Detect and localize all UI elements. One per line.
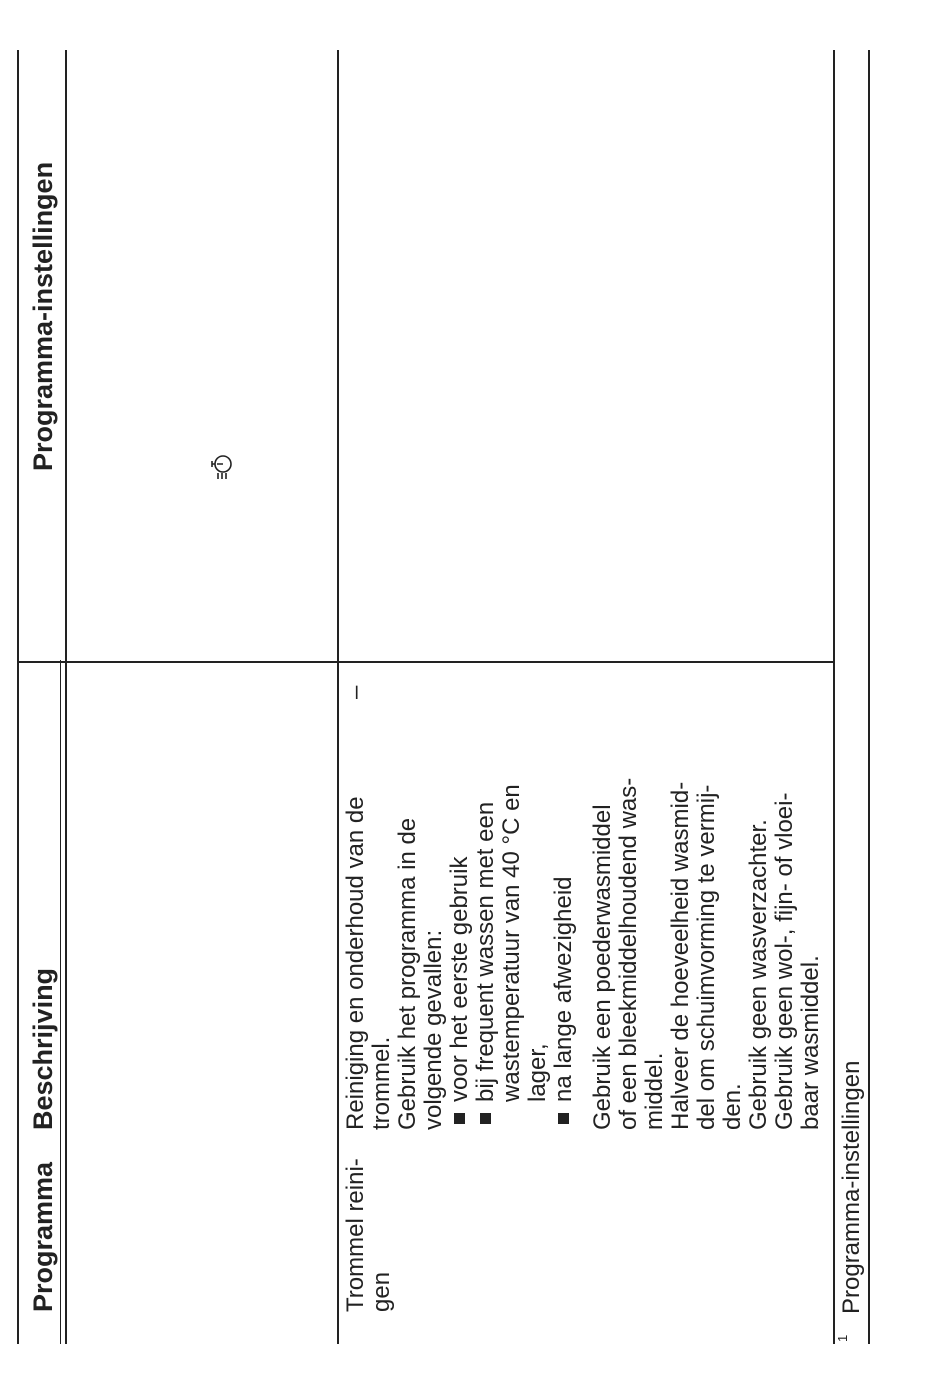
program-name-line-1: Trommel reini- (342, 1158, 369, 1312)
bullet-2-line-2: wastemperatuur van 40 °C en (498, 784, 525, 1102)
desc-intro-4: volgende gevallen: (420, 929, 447, 1130)
footnote-text: Programma-instellingen (838, 1060, 865, 1314)
bullet-marker (558, 1113, 569, 1124)
bullet-2-line-1: bij frequent wassen met een (472, 801, 499, 1102)
desc-body-9: baar wasmiddel. (797, 955, 824, 1130)
desc-body-4: Halveer de hoeveelheid wasmid- (667, 781, 694, 1130)
program-name-line-2: gen (368, 1271, 395, 1312)
desc-intro-2: trommel. (368, 1036, 395, 1130)
bullet-marker (454, 1113, 465, 1124)
bullet-1-line-1: voor het eerste gebruik (446, 856, 473, 1102)
header-programma: Programma (28, 1161, 58, 1312)
header-programma-instellingen: Programma-instellingen (28, 161, 58, 471)
top-rule (17, 50, 19, 1344)
header-bottom-rule (65, 50, 67, 1344)
desc-body-5: del om schuimvorming te vermij- (693, 784, 720, 1130)
desc-intro-1: Reiniging en onderhoud van de (342, 796, 369, 1130)
desc-body-7: Gebruik geen wasverzachter. (745, 819, 772, 1130)
desc-body-3: middel. (641, 1052, 668, 1130)
settings-subrule (60, 660, 61, 1344)
row-bottom-rule (833, 50, 835, 1344)
bullet-3-line-1: na lange afwezigheid (550, 876, 577, 1102)
desc-body-6: den. (719, 1083, 746, 1130)
quick-timer-icon (207, 454, 235, 480)
desc-body-8: Gebruik geen wol-, fijn- of vloei- (771, 792, 798, 1130)
bullet-marker (480, 1113, 491, 1124)
header-beschrijving: Beschrijving (28, 967, 58, 1130)
footnote-mark: 1 (835, 1334, 850, 1342)
desc-body-2: of een bleekmiddelhoudend was- (615, 777, 642, 1130)
desc-body-1: Gebruik een poederwasmiddel (589, 804, 616, 1130)
bullet-2-line-3: lager, (524, 1043, 551, 1102)
page-bottom-rule (868, 50, 870, 1344)
settings-column-rule (17, 661, 835, 663)
row-top-rule (337, 50, 339, 1344)
dash-value: – (342, 685, 369, 699)
desc-intro-3: Gebruik het programma in de (394, 817, 421, 1130)
